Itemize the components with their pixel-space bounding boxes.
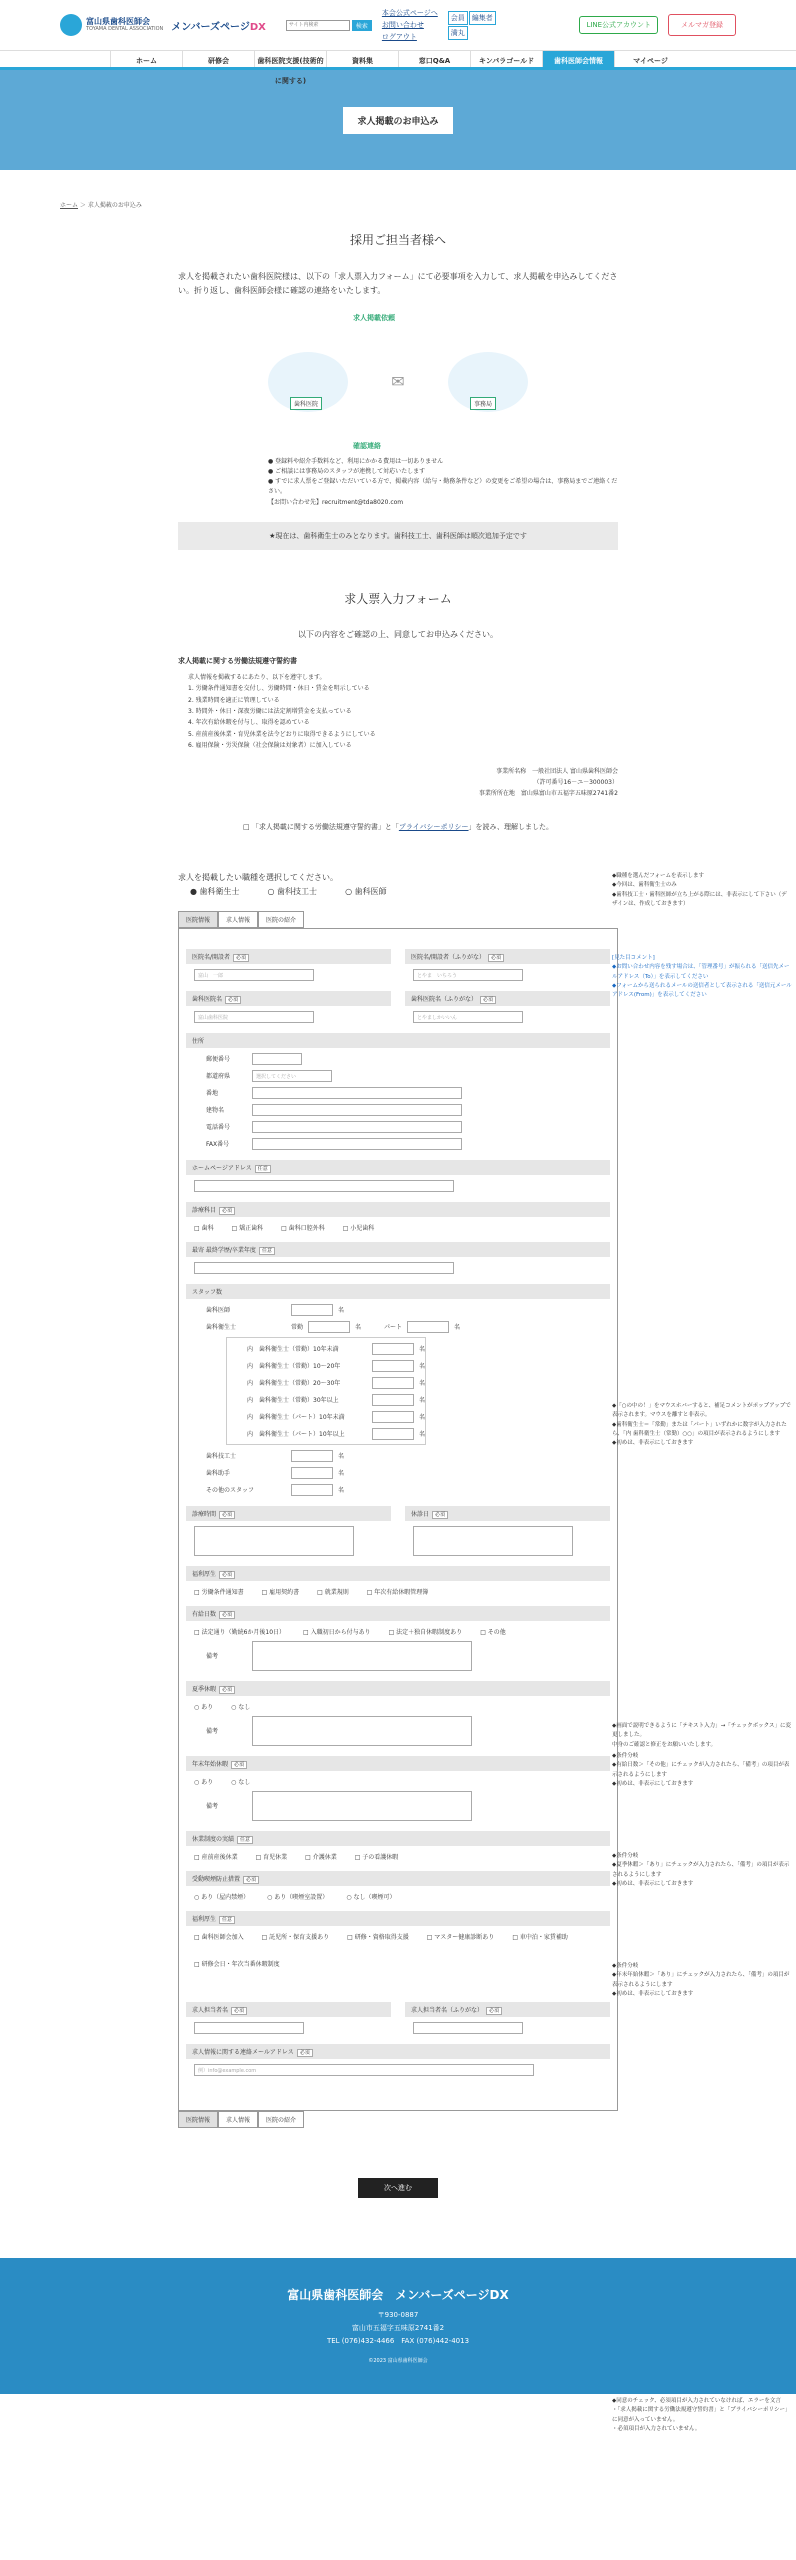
pledge-item: 4. 年次有給休暇を付与し、取得を認めている — [188, 719, 310, 727]
member-page-title: メンバーズページ — [171, 21, 250, 33]
clinic-owner-input[interactable]: 富山 一郎 — [194, 969, 314, 981]
label-text: 求人担当者名 — [192, 2006, 229, 2014]
label-text: 診療時間 — [192, 1510, 217, 1518]
staff-count-input[interactable] — [372, 1360, 414, 1372]
street-label: 番地 — [206, 1090, 219, 1098]
tab-job-info[interactable]: 求人情報 — [218, 911, 258, 928]
required-badge: 必須 — [231, 1761, 247, 1769]
radio-option[interactable]: ○ あり — [194, 1703, 214, 1711]
hero-title: 求人掲載のお申込み — [343, 107, 452, 134]
field-label — [186, 2044, 610, 2059]
signature-line: 事業所名称 一般社団法人 富山県歯科医師会 — [496, 768, 618, 776]
radio-option[interactable]: ○ なし — [231, 1778, 251, 1786]
building-input[interactable] — [252, 1104, 462, 1116]
label-text: 最寄 最終学歴/卒業年度 — [192, 1246, 256, 1254]
member-page-dx: DX — [249, 21, 266, 33]
unit-label: 名 — [418, 1414, 425, 1422]
label-text: 夏季休暇 — [192, 1685, 217, 1693]
staff-label: 歯科助手 — [206, 1470, 231, 1478]
breadcrumb-current: 求人掲載のお申込み — [87, 202, 142, 209]
logo-mark-icon — [60, 14, 82, 36]
checkbox-option[interactable]: □ 子の看護休暇 — [354, 1853, 399, 1861]
flow-illustration — [178, 307, 618, 457]
side-note-line: ◆夏季休暇＞「あり」にチェックが入力されたら、「備考」の項目が表示されるようにします — [612, 1862, 790, 1878]
agree-text: 「求人掲載に関する労働法規遵守誓約書」と「 — [251, 822, 399, 831]
label-text: 歯科医院名（ふりがな） — [411, 995, 478, 1003]
hygienist-parttime-input[interactable] — [407, 1321, 449, 1333]
side-note-line: [見た目コメント] — [612, 954, 655, 961]
checkbox-option[interactable]: □ その他 — [480, 1628, 506, 1636]
side-note-line: ◆初めは、非表示にしておきます — [612, 1880, 694, 1887]
unit-label: 名 — [338, 1453, 345, 1461]
field-label — [405, 949, 610, 964]
job-question: 求人を掲載したい職種を選択してください。 — [178, 872, 338, 882]
checkbox-option[interactable]: □ 法定＋独自休暇制度あり — [388, 1628, 463, 1636]
tab-clinic-info[interactable]: 医院情報 — [178, 2111, 218, 2128]
prefecture-select[interactable]: 選択してください — [252, 1070, 332, 1082]
required-badge: 必須 — [233, 954, 249, 962]
side-note-line: ◆今回は、歯科衛生士のみ — [612, 882, 677, 889]
field-label — [186, 1566, 610, 1581]
staff-label: その他のスタッフ — [206, 1487, 255, 1495]
staff-count-input[interactable] — [372, 1394, 414, 1406]
hours-textarea[interactable] — [194, 1526, 354, 1556]
staff-label: 内 歯科衛生士（パート）10年以上 — [247, 1431, 345, 1439]
checkbox-option[interactable]: □ 小児歯科 — [342, 1224, 375, 1232]
staff-label: 内 歯科衛生士（常勤）10年未満 — [247, 1346, 339, 1354]
field-label — [186, 1911, 610, 1926]
checkbox-option[interactable]: □ 車中泊・家賃補助 — [512, 1933, 568, 1941]
clinic-label: 歯科医院 — [290, 397, 322, 410]
nav-association-info[interactable]: 歯科医師会情報 — [542, 51, 614, 67]
member-label: 会員 — [448, 11, 468, 25]
label-text: 受動喫煙防止措置 — [192, 1875, 241, 1883]
unit-label: 名 — [418, 1431, 425, 1439]
radio-option[interactable]: ○ あり — [194, 1778, 214, 1786]
optional-badge: 任意 — [219, 1916, 235, 1924]
field-label — [186, 1606, 610, 1621]
note-item: 【お問い合わせ先】recruitment@tda8020.com — [268, 498, 404, 506]
contact-name-input[interactable] — [194, 2022, 304, 2034]
parttime-label: パート — [384, 1324, 403, 1332]
tel-input[interactable] — [252, 1121, 462, 1133]
side-note-line: ◆条件分岐 — [612, 1852, 639, 1859]
required-badge: 必須 — [231, 2007, 247, 2015]
field-label — [186, 1160, 610, 1175]
checkbox-option[interactable]: □ 年次有給休暇管理簿 — [366, 1588, 429, 1596]
label-text: 求人情報に関する連絡メールアドレス — [192, 2048, 294, 2056]
radio-option[interactable]: ○ なし — [231, 1703, 251, 1711]
office-signature — [178, 767, 618, 799]
field-label — [186, 991, 391, 1006]
side-note — [612, 1962, 792, 1999]
tel-label: 電話番号 — [206, 1124, 231, 1132]
side-note — [612, 1402, 792, 1449]
technician-count-input[interactable] — [291, 1450, 333, 1462]
required-badge: 必須 — [297, 2049, 313, 2057]
checkbox-option[interactable]: □ マスター健康診断あり — [426, 1933, 495, 1941]
form-tabs-bottom — [178, 2111, 618, 2128]
side-note — [612, 1752, 792, 1789]
street-input[interactable] — [252, 1087, 462, 1099]
job-option-hygienist[interactable]: ● 歯科衛生士 — [190, 886, 240, 896]
form-tabs — [178, 911, 618, 928]
unit-label: 名 — [338, 1487, 345, 1495]
nav-documents[interactable]: 資料集 — [326, 51, 398, 67]
usage-notes — [178, 457, 618, 508]
side-note — [612, 872, 792, 909]
side-note-line: ◆お問い合わせ内容を残す場合は、「管理番号」が振られる「送信先メールアドレス（To）」を表示してください — [612, 964, 790, 980]
job-option-dentist[interactable]: ○ 歯科医師 — [345, 886, 387, 896]
required-badge: 必須 — [225, 996, 241, 1004]
note-item: ● 登録料や紹介手数料など、利用にかかる費用は一切ありません — [268, 457, 444, 465]
compliance-pledge — [178, 656, 618, 752]
pledge-lead: 求人情報を掲載するにあたり、以下を遵守します。 — [188, 673, 326, 681]
side-note-line: ◆初めは、非表示にしておきます — [612, 1440, 694, 1447]
staff-label: 内 歯科衛生士（パート）10年未満 — [247, 1414, 345, 1422]
staff-label: 歯科医師 — [206, 1307, 231, 1315]
staff-count-input[interactable] — [372, 1428, 414, 1440]
required-badge: 必須 — [480, 996, 496, 1004]
tab-clinic-intro[interactable]: 医院の紹介 — [258, 2111, 304, 2128]
required-badge: 必須 — [219, 1571, 235, 1579]
page-hero — [0, 70, 796, 170]
hygienist-fulltime-input[interactable] — [308, 1321, 350, 1333]
field-label — [405, 1506, 610, 1521]
nav-home[interactable]: ホーム — [110, 51, 182, 67]
remarks-label: 備考 — [206, 1653, 219, 1661]
search-input[interactable] — [286, 20, 350, 31]
mail-icon: ✉ — [391, 372, 405, 392]
side-note-line: ◆初めは、非表示にしておきます — [612, 1780, 694, 1787]
unit-label: 名 — [418, 1346, 425, 1354]
line-official-button[interactable]: LINE公式アカウント — [579, 16, 658, 34]
footer-copyright: ©2023 富山県歯科医師会 — [368, 2357, 428, 2364]
label-text: 福利厚生 — [192, 1570, 217, 1578]
next-button[interactable]: 次へ進む — [358, 2178, 438, 2198]
office-illustration — [448, 352, 528, 412]
global-nav — [0, 50, 796, 85]
required-badge: 必須 — [432, 1511, 448, 1519]
dentist-count-input[interactable] — [291, 1304, 333, 1316]
unit-label: 名 — [338, 1307, 345, 1315]
footer-title: 富山県歯科医師会 メンバーズページDX — [287, 2287, 509, 2302]
field-label — [186, 1831, 610, 1846]
checkbox-option[interactable]: □ 法定通り（勤続6か月後10日） — [194, 1628, 286, 1636]
checkbox-option[interactable]: □ 研修会日・年次当番休暇制度 — [194, 1960, 280, 1968]
remarks-label: 備考 — [206, 1728, 219, 1736]
required-badge: 必須 — [219, 1611, 235, 1619]
breadcrumb: ホーム ＞ 求人掲載のお申込み — [60, 202, 142, 209]
email-input[interactable]: 例）info@example.com — [194, 2064, 534, 2076]
label-text: 医院名/開設者（ふりがな） — [411, 953, 486, 961]
checkbox-option[interactable]: □ 託児所・保育支援あり — [261, 1933, 330, 1941]
signature-line: 事業所所在地 富山県富山市五福字五味原2741番2 — [478, 790, 618, 798]
unit-label: 名 — [418, 1363, 425, 1371]
radio-option[interactable]: ○ あり（喫煙室設置） — [267, 1893, 329, 1901]
breadcrumb-home[interactable]: ホーム — [60, 202, 79, 209]
pledge-title: 求人掲載に関する労働法規遵守誓約書 — [178, 656, 297, 665]
fulltime-label: 常勤 — [291, 1324, 304, 1332]
unit-label: 名 — [418, 1397, 425, 1405]
footer-address: 富山市五福字五味原2741番2 — [351, 2324, 445, 2333]
side-note-line: ◆「○の中の！」をマウスホバーすると、補足コメントがポップアップで表示されます。マウスを離すと非表示。 — [612, 1402, 791, 1419]
checkbox-option[interactable]: □ 歯科医師会加入 — [194, 1933, 244, 1941]
checkbox-option[interactable]: □ 歯科 — [194, 1224, 214, 1232]
building-label: 建物名 — [206, 1107, 225, 1115]
footer-tel: TEL (076)432-4466 FAX (076)442-4013 — [326, 2337, 470, 2346]
side-note-line: ◆条件分岐 — [612, 1962, 639, 1969]
optional-badge: 任意 — [237, 1836, 253, 1844]
contact-link[interactable]: お問い合わせ — [381, 21, 424, 29]
footer-postal: 〒930-0887 — [377, 2310, 419, 2319]
checkbox-option[interactable]: □ 産前産後休業 — [194, 1853, 238, 1861]
summer-remarks-textarea[interactable] — [252, 1716, 472, 1746]
field-label — [405, 991, 610, 1006]
site-footer — [0, 2258, 796, 2394]
pref-label: 都道府県 — [206, 1073, 231, 1081]
step1-label: 求人掲載依頼 — [353, 313, 395, 322]
staff-label: 歯科技工士 — [206, 1453, 237, 1461]
checkbox-option[interactable]: □ 介護休業 — [305, 1853, 337, 1861]
office-label: 事務局 — [470, 397, 496, 410]
contact-kana-input[interactable] — [413, 2022, 523, 2034]
required-badge: 必須 — [219, 1511, 235, 1519]
checkbox-option[interactable]: □ 研修・資格取得支援 — [347, 1933, 409, 1941]
editor-label: 編集者 — [469, 11, 496, 25]
staff-label: 内 歯科衛生士（常勤）20〜30年 — [247, 1380, 341, 1388]
field-label — [186, 1242, 610, 1257]
checkbox-option[interactable]: □ 入職初日から付与あり — [303, 1628, 371, 1636]
fax-label: FAX番号 — [206, 1141, 230, 1149]
newyear-remarks-textarea[interactable] — [252, 1791, 472, 1821]
site-search — [286, 20, 372, 31]
side-note-line: ◆年末年始休暇＞「あり」にチェックが入力されたら、「備考」の項目が表示されるようにします — [612, 1972, 790, 1988]
staff-label: 内 歯科衛生士（常勤）10〜20年 — [247, 1363, 341, 1371]
unit-label: 名 — [454, 1324, 461, 1332]
side-note-line: ◆歯科技工士・歯科医師が立ち上がる際には、非表示にして下さい（デザインは、作成しておきます） — [612, 891, 787, 907]
clinic-name-kana-input[interactable]: とやましかいいん — [413, 1011, 523, 1023]
holiday-textarea[interactable] — [413, 1526, 573, 1556]
pledge-item: 2. 残業時間を適正に管理している — [188, 696, 280, 704]
label-text: 休診日 — [411, 1510, 430, 1518]
field-label — [186, 2002, 391, 2017]
checkbox-option[interactable]: □ 就業規則 — [317, 1588, 349, 1596]
side-note-line: ◆初めは、非表示にしておきます — [612, 1990, 694, 1997]
checkbox-option[interactable]: □ 矯正歯科 — [231, 1224, 264, 1232]
magazine-register-button[interactable]: メルマガ登録 — [668, 14, 736, 36]
required-badge: 必須 — [243, 1876, 259, 1884]
pledge-item: 1. 労働条件通知書を交付し、労働時間・休日・賃金を明示している — [188, 685, 370, 693]
label-text: 年末年始休暇 — [192, 1760, 229, 1768]
remarks-label: 備考 — [206, 1803, 219, 1811]
label-text: 医院名/開設者 — [192, 953, 231, 961]
search-button[interactable]: 検索 — [352, 20, 372, 31]
radio-option[interactable]: ○ あり（屋内禁煙） — [194, 1893, 250, 1901]
side-note-line: ◆フォームから送られるメールの送信者として表示される「送信元メールアドレス(From)」を表示してください — [612, 982, 792, 999]
side-note — [612, 1852, 792, 1889]
nav-kinpara-gold[interactable]: キンパラゴールド — [470, 51, 542, 67]
side-note-line: ◆職種を選んだフォームを表示します — [612, 872, 704, 879]
field-label — [186, 949, 391, 964]
radio-option[interactable]: ○ なし（喫煙可） — [346, 1893, 396, 1901]
side-note-line: ◆歯科衛生士＝「常勤」または「パート」いずれかに数字が入力されたら、「内 歯科衛生士（常勤）○○」の項目が表示されるようにします — [612, 1421, 787, 1437]
address-section: 住所 — [186, 1033, 610, 1048]
note-item: ● すでに求人票をご登録いただいている方で、掲載内容（給与・勤務条件など）の変更をご希望の場合は、事務局までご連絡ください。 — [268, 478, 618, 496]
field-label — [186, 1506, 391, 1521]
nearest-input[interactable] — [194, 1262, 454, 1274]
privacy-policy-link[interactable]: プライバシーポリシー — [398, 822, 469, 831]
tab-clinic-info[interactable]: 医院情報 — [178, 911, 218, 928]
note-item: ● ご相談には事務局のスタッフが連携して対応いたします — [268, 467, 426, 475]
required-badge: 必須 — [486, 2007, 502, 2015]
label-text: 求人担当者名（ふりがな） — [411, 2006, 484, 2014]
site-header — [0, 0, 796, 50]
field-label — [186, 1871, 610, 1886]
checkbox-option[interactable]: □ 歯科口腔外科 — [281, 1224, 325, 1232]
leave-remarks-textarea[interactable] — [252, 1641, 472, 1671]
staff-label: 歯科衛生士 — [206, 1324, 237, 1332]
nav-mypage[interactable]: マイページ — [614, 51, 686, 67]
side-note — [612, 954, 792, 1001]
pledge-item: 5. 産前産後休業・育児休業を法令どおりに取得できるようにしている — [188, 730, 376, 738]
agree-checkbox[interactable]: □ 「求人掲載に関する労働法規遵守誓約書」と「プライバシーポリシー」を読み、理解しました。 — [243, 822, 553, 831]
optional-badge: 任意 — [255, 1165, 271, 1173]
form-title: 求人票入力フォーム — [344, 591, 452, 606]
field-label — [186, 1202, 610, 1217]
label-text: 休業制度の実績 — [192, 1835, 235, 1843]
side-note-line: ・必須項目が入力されていません。 — [612, 2425, 701, 2432]
staff-section: スタッフ数 — [186, 1284, 610, 1299]
nav-training[interactable]: 研修会 — [182, 51, 254, 67]
job-option-technician[interactable]: ○ 歯科技工士 — [267, 886, 318, 896]
job-selector — [178, 872, 618, 897]
side-note-line: ◆条件分岐 — [612, 1752, 639, 1759]
label-text: ホームページアドレス — [192, 1164, 252, 1172]
label-text: 診療科目 — [192, 1206, 217, 1214]
assistant-count-input[interactable] — [291, 1467, 333, 1479]
subject-checkboxes — [194, 1223, 610, 1232]
org-sub: TOYAMA DENTAL ASSOCIATION — [86, 25, 164, 32]
org-name: 富山県歯科医師会 — [86, 16, 150, 26]
clinic-illustration — [268, 352, 348, 412]
side-note-line: ◆同意のチェック、必須項目が入力されていなければ、エラーを文言 — [612, 2397, 781, 2404]
hygienist-breakdown — [226, 1337, 426, 1445]
job-form — [178, 928, 618, 2111]
staff-count-input[interactable] — [372, 1343, 414, 1355]
checkbox-option[interactable]: □ 労働条件通知書 — [194, 1588, 244, 1596]
unit-label: 名 — [355, 1324, 362, 1332]
pledge-item: 3. 時間外・休日・深夜労働には法定割増賃金を支払っている — [188, 707, 352, 715]
checkbox-option[interactable]: □ 雇用契約書 — [261, 1588, 300, 1596]
user-status-box — [448, 11, 496, 40]
side-note-line: ◆有給日数＞「その他」にチェックが入力されたら、「備考」の項目が表示されるようにします — [612, 1762, 790, 1778]
required-badge: 必須 — [488, 954, 504, 962]
fax-input[interactable] — [252, 1138, 462, 1150]
clinic-owner-kana-input[interactable]: とやま いちろう — [413, 969, 523, 981]
nav-faq[interactable]: 窓口Q&A — [398, 51, 470, 67]
optional-badge: 任意 — [259, 1247, 275, 1255]
tab-clinic-intro[interactable]: 医院の紹介 — [258, 911, 304, 928]
label-text: 福利厚生 — [192, 1915, 217, 1923]
user-name: 満丸 — [448, 26, 468, 40]
side-note-line: 中身のご確認と修正をお願いいたします。 — [612, 1741, 717, 1748]
checkbox-option[interactable]: □ 育児休業 — [255, 1853, 288, 1861]
required-badge: 必須 — [219, 1686, 235, 1694]
other-staff-count-input[interactable] — [291, 1484, 333, 1496]
required-badge: 必須 — [219, 1207, 235, 1215]
staff-count-input[interactable] — [372, 1411, 414, 1423]
staff-label: 内 歯科衛生士（常勤）30年以上 — [247, 1397, 339, 1405]
postal-input[interactable] — [252, 1053, 302, 1065]
page-title: 採用ご担当者様へ — [349, 233, 446, 247]
pledge-item: 6. 雇用保険・労災保険（社会保険は対象者）に加入している — [188, 742, 352, 750]
tab-job-info[interactable]: 求人情報 — [218, 2111, 258, 2128]
side-note — [612, 2397, 792, 2434]
field-label — [186, 1756, 610, 1771]
form-lead: 以下の内容をご確認の上、同意してお申込みください。 — [298, 629, 498, 639]
unit-label: 名 — [418, 1380, 425, 1388]
field-label — [405, 2002, 610, 2017]
signature-line: （許可番号16－ユ－300003） — [533, 779, 618, 787]
logout-link[interactable]: ログアウト — [381, 33, 417, 41]
label-text: 有給日数 — [192, 1610, 217, 1618]
step2-label: 確認連絡 — [353, 441, 381, 450]
intro-text: 求人を掲載されたい歯科医院様は、以下の「求人票入力フォーム」にて必要事項を入力して、求人掲載を申込みしてください。折り返し、歯科医師会様に確認の連絡をいたします。 — [178, 272, 618, 296]
field-label — [186, 1681, 610, 1696]
availability-note: ★現在は、歯科衛生士のみとなります。歯科技工士、歯科医師は順次追加予定です — [178, 522, 618, 550]
postal-label: 郵便番号 — [206, 1056, 231, 1064]
label-text: 歯科医院名 — [192, 995, 223, 1003]
official-page-link[interactable]: 本会公式ページへ — [381, 9, 438, 17]
side-note-line: ・「求人掲載に関する労働法規遵守誓約書」と「プライバシーポリシー」に同意が入っていません。 — [612, 2407, 791, 2423]
staff-count-input[interactable] — [372, 1377, 414, 1389]
clinic-name-input[interactable]: 富山歯科医院 — [194, 1011, 314, 1023]
homepage-input[interactable] — [194, 1180, 454, 1192]
side-note-line: ◆画面で説明できるように「テキスト入力」→「チェックボックス」に変更しました。 — [612, 1722, 792, 1739]
nav-clinic-support[interactable]: 歯科医院支援(技術的に関する) — [254, 51, 326, 67]
side-note — [612, 1722, 792, 1750]
agree-tail: 」を読み、理解しました。 — [468, 822, 553, 831]
unit-label: 名 — [338, 1470, 345, 1478]
site-logo[interactable] — [60, 14, 266, 36]
